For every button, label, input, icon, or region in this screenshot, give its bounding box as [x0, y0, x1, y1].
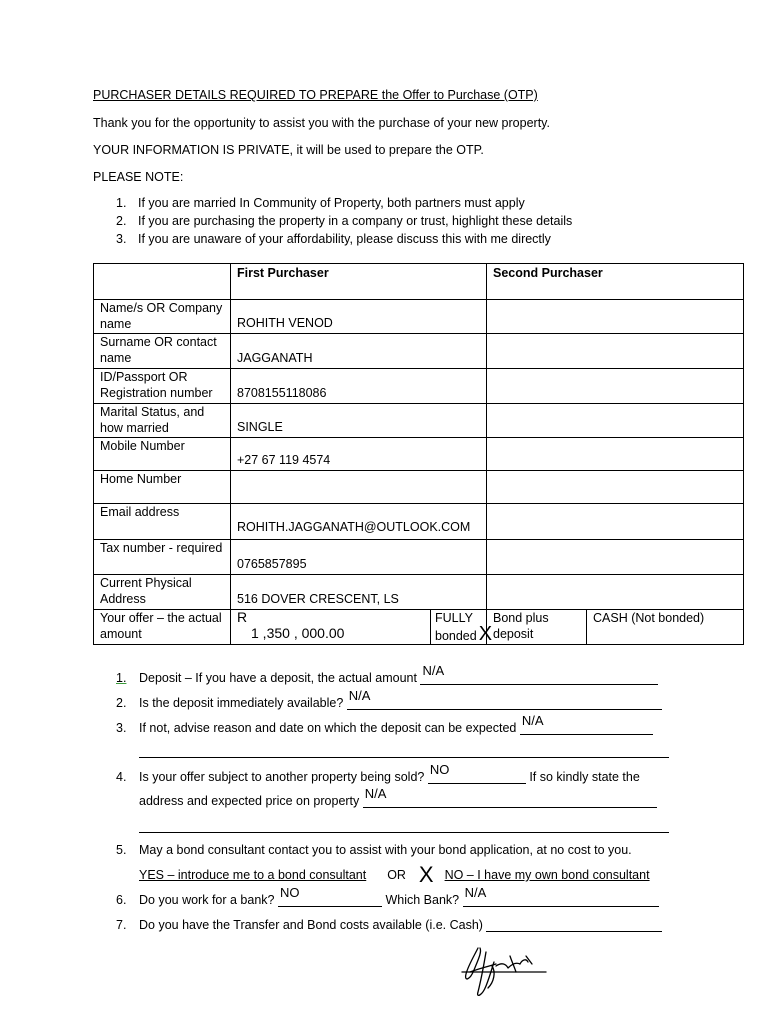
first-purchaser-name-field[interactable]: ROHITH VENOD	[231, 300, 487, 334]
offer-amount-field[interactable]	[231, 610, 431, 645]
first-purchaser-header: First Purchaser	[231, 264, 487, 300]
note-item	[116, 214, 572, 232]
second-purchaser-header: Second Purchaser	[487, 264, 744, 300]
first-purchaser-mobile-field[interactable]: +27 67 119 4574	[231, 438, 487, 471]
question-number: 2.	[116, 696, 127, 710]
note-number: 1.	[116, 196, 127, 210]
work-for-bank-field[interactable]	[278, 885, 382, 907]
question-text: Is your offer subject to another property being sold?	[139, 770, 425, 784]
fully-bonded-x-mark: X	[478, 623, 493, 645]
row-label-id: ID/Passport OR Registration number	[94, 369, 231, 404]
which-bank-answer: N/A	[464, 885, 487, 900]
currency-symbol: R	[237, 609, 248, 625]
row-label-home: Home Number	[94, 471, 231, 504]
note-text: If you are unaware of your affordability, please discuss this with me directly	[138, 232, 551, 246]
question-text: address and expected price on property	[139, 794, 360, 808]
table-row	[94, 404, 744, 438]
form-title: PURCHASER DETAILS REQUIRED TO PREPARE the Offer to Purchase (OTP)	[93, 88, 538, 102]
question-2	[116, 688, 662, 710]
note-item	[116, 196, 572, 214]
second-purchaser-mobile-field[interactable]	[487, 438, 744, 471]
second-purchaser-email-field[interactable]	[487, 504, 744, 540]
first-purchaser-home-field[interactable]	[231, 471, 487, 504]
question-number: 6.	[116, 893, 127, 907]
question-4-line2	[139, 786, 657, 808]
which-bank-field[interactable]	[463, 885, 659, 907]
second-purchaser-marital-field[interactable]	[487, 404, 744, 438]
deposit-available-field[interactable]	[347, 688, 662, 710]
second-purchaser-tax-field[interactable]	[487, 540, 744, 575]
notes-list	[116, 196, 572, 250]
question-5-options	[139, 862, 650, 887]
question-6	[116, 885, 659, 907]
first-purchaser-email-field[interactable]: ROHITH.JAGGANATH@OUTLOOK.COM	[231, 504, 487, 540]
row-label-mobile: Mobile Number	[94, 438, 231, 471]
or-label: OR	[387, 868, 406, 882]
first-purchaser-marital-field[interactable]: SINGLE	[231, 404, 487, 438]
second-purchaser-id-field[interactable]	[487, 369, 744, 404]
work-for-bank-answer: NO	[279, 885, 300, 900]
thank-you-text: Thank you for the opportunity to assist you with the purchase of your new property.	[93, 116, 550, 130]
deposit-available-answer: N/A	[348, 688, 371, 703]
table-row	[94, 369, 744, 404]
question-3	[116, 713, 653, 735]
deposit-amount-answer: N/A	[422, 663, 445, 678]
question-number: 4.	[116, 770, 127, 784]
question-1	[116, 663, 658, 685]
offer-row	[94, 610, 744, 645]
table-row	[94, 438, 744, 471]
table-row	[94, 334, 744, 369]
row-label-marital: Marital Status, and how married	[94, 404, 231, 438]
property-address-price-answer: N/A	[364, 786, 387, 801]
offer-amount: 1 ,350 , 000.00	[251, 625, 345, 641]
note-number: 2.	[116, 214, 127, 228]
second-purchaser-address-field[interactable]	[487, 575, 744, 610]
second-purchaser-home-field[interactable]	[487, 471, 744, 504]
please-note-label: PLEASE NOTE:	[93, 170, 184, 184]
fully-bonded-label: FULLY bonded	[435, 611, 477, 643]
second-purchaser-name-field[interactable]	[487, 300, 744, 334]
first-purchaser-surname-field[interactable]: JAGGANATH	[231, 334, 487, 369]
selection-x-mark: X	[418, 862, 434, 887]
table-header-row	[94, 264, 744, 300]
question-number: 7.	[116, 918, 127, 932]
signature-image	[456, 942, 552, 1002]
privacy-text: YOUR INFORMATION IS PRIVATE, it will be used to prepare the OTP.	[93, 143, 484, 157]
property-address-price-field[interactable]	[363, 786, 657, 808]
bond-consultant-no-option[interactable]: NO – I have my own bond consultant	[444, 868, 650, 882]
question-text: Do you work for a bank?	[139, 893, 275, 907]
table-header-blank	[94, 264, 231, 300]
cash-option[interactable]: CASH (Not bonded)	[587, 610, 744, 645]
question-number: 3.	[116, 721, 127, 735]
which-bank-label: Which Bank?	[385, 893, 460, 907]
row-label-name: Name/s OR Company name	[94, 300, 231, 334]
subject-to-sale-answer: NO	[429, 762, 450, 777]
row-label-surname: Surname OR contact name	[94, 334, 231, 369]
note-number: 3.	[116, 232, 127, 246]
fully-bonded-option[interactable]	[431, 610, 493, 645]
question-text: Do you have the Transfer and Bond costs available (i.e. Cash)	[139, 918, 483, 932]
first-purchaser-tax-field[interactable]: 0765857895	[231, 540, 487, 575]
question-number: 1.	[116, 671, 127, 685]
row-label-tax: Tax number - required	[94, 540, 231, 575]
transfer-costs-field[interactable]	[486, 917, 662, 932]
subject-to-sale-field[interactable]	[428, 762, 526, 784]
deposit-reason-continuation-line[interactable]	[139, 757, 669, 758]
table-row	[94, 471, 744, 504]
question-text: Deposit – If you have a deposit, the actual amount	[139, 671, 417, 685]
table-row	[94, 575, 744, 610]
second-purchaser-surname-field[interactable]	[487, 334, 744, 369]
table-row	[94, 300, 744, 334]
bond-consultant-yes-option[interactable]: YES – introduce me to a bond consultant	[139, 868, 367, 882]
note-item	[116, 232, 572, 250]
question-text-after: If so kindly state the	[529, 770, 640, 784]
note-text: If you are married In Community of Property, both partners must apply	[138, 196, 525, 210]
row-label-address: Current Physical Address	[94, 575, 231, 610]
first-purchaser-address-field[interactable]: 516 DOVER CRESCENT, LS	[231, 575, 487, 610]
question-5	[116, 843, 632, 857]
question-text: May a bond consultant contact you to assist with your bond application, at no cost to you.	[139, 843, 632, 857]
question-text: If not, advise reason and date on which the deposit can be expected	[139, 721, 517, 735]
deposit-reason-field[interactable]	[520, 713, 653, 735]
question-7	[116, 917, 662, 932]
note-text: If you are purchasing the property in a company or trust, highlight these details	[138, 214, 573, 228]
purchaser-details-table	[93, 263, 744, 645]
table-row	[94, 540, 744, 575]
deposit-amount-field[interactable]	[420, 663, 658, 685]
row-label-offer: Your offer – the actual amount	[94, 610, 231, 645]
bond-plus-deposit-option[interactable]: Bond plus deposit	[487, 610, 587, 645]
question-number: 5.	[116, 843, 127, 857]
question-text: Is the deposit immediately available?	[139, 696, 344, 710]
deposit-reason-answer: N/A	[521, 713, 544, 728]
row-label-email: Email address	[94, 504, 231, 540]
question-4	[116, 762, 640, 784]
property-continuation-line[interactable]	[139, 832, 669, 833]
first-purchaser-id-field[interactable]: 8708155118086	[231, 369, 487, 404]
table-row	[94, 504, 744, 540]
